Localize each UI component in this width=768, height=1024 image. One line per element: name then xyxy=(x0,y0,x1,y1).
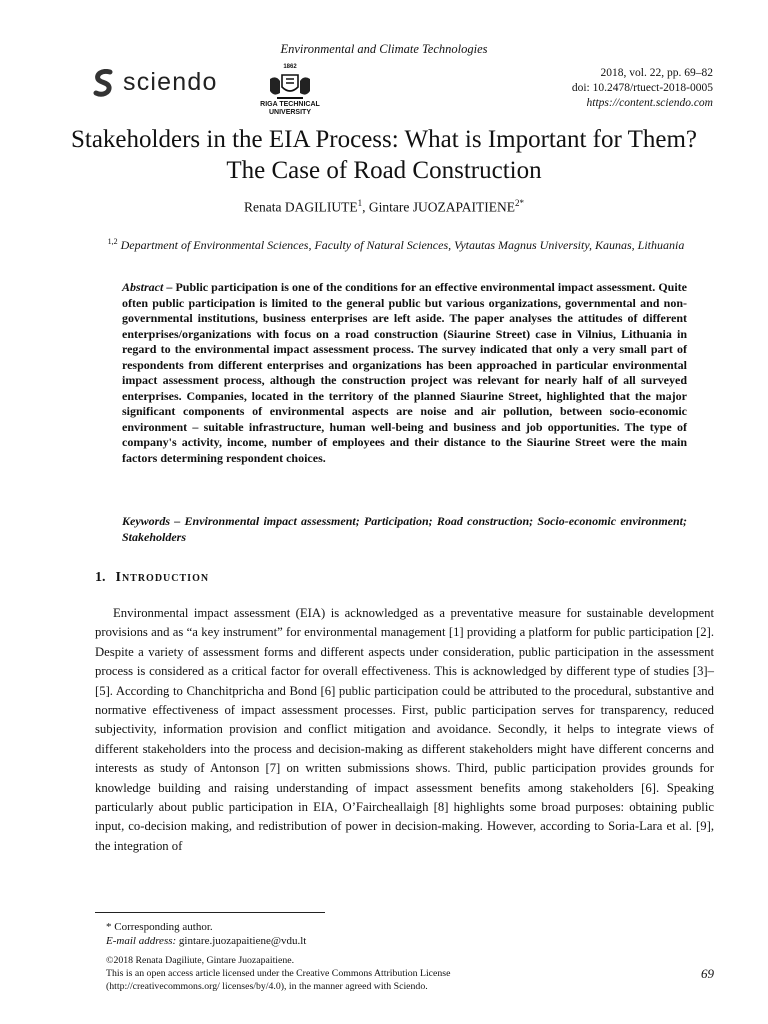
abstract-text: – Public participation is one of the conditions for an effective environmental impact assessment. Quite often public participation is limited to the general public but various organizations, governmental and non-governmental institutions, business enterprises are left aside. The paper analyses the attitudes of different enterprises/organizations with focus on a road construction (Siaurine Street) case in Vilnius, Lithuania in regard to the environmental impact assessment process. The survey indicated that only a very small part of respondents from different enterprises and organizations has been approached in particular environmental impact assessment process, although the construction project was relevant for nearly half of all surveyed enterprises. Companies, located in the territory of the planned Siaurine Street, highlighted that the major significant components of environmental aspects are noise and air pollution, between socio-economic environment – suitable infrastructure, human well-being and business and job opportunities. The type of company's activity, income, number of employees and their distance to the Siaurine Street were the main factors determining respondent choices. xyxy=(122,280,687,465)
license-notice xyxy=(106,955,646,993)
section-heading xyxy=(95,570,209,586)
sciendo-logo-icon xyxy=(92,69,116,97)
email-label: E-mail address: xyxy=(106,935,177,947)
sciendo-logo xyxy=(92,68,218,97)
license-url-line: (http://creativecommons.org/ licenses/by/4.0), in the manner agreed with Sciendo. xyxy=(106,980,428,992)
journal-title: Environmental and Climate Technologies xyxy=(280,42,488,56)
keywords: Keywords – Environmental impact assessment; Participation; Road construction; Socio-economic environment; Stakeholders xyxy=(122,514,687,544)
crest-icon xyxy=(267,71,313,101)
corresponding-author: * Corresponding author. xyxy=(106,921,213,933)
body-text xyxy=(95,604,714,856)
email-address[interactable]: gintare.juozapaitiene@vdu.lt xyxy=(176,935,307,947)
paper-title: Stakeholders in the EIA Process: What is Important for Them? The Case of Road Construction xyxy=(70,126,698,184)
university-year: 1862 xyxy=(283,64,297,70)
abstract-label: Abstract xyxy=(122,280,164,294)
journal-url[interactable]: https://content.sciendo.com xyxy=(586,97,713,109)
university-name: RIGA TECHNICAL UNIVERSITY xyxy=(260,101,320,116)
volume-pages: 2018, vol. 22, pp. 69–82 xyxy=(600,67,713,79)
author-1-sup: 1 xyxy=(357,198,363,208)
author-2: Gintare JUOZAPAITIENE xyxy=(368,199,515,215)
affiliation-sup: 1,2 xyxy=(107,237,118,246)
brand-name: sciendo xyxy=(123,68,218,96)
university-logo xyxy=(252,64,328,117)
author-separator: , xyxy=(362,199,369,215)
authors xyxy=(0,198,768,216)
paragraph: Environmental impact assessment (EIA) is acknowledged as a preventative measure for sustainable development provisions and as “a key instrument” for environmental management [1] providing a platform for public participation [2]. Despite a variety of assessment forms and different aspects under consideration, public participation in the assessment process is considered as a critical factor for overall effectiveness. This is acknowledged by different type of studies [3]–[5]. According to Chanchitpricha and Bond [6] public participation could be attributed to the procedural, substantive and normative effectiveness of impact assessment processes. First, public participation serves for transparency, reduced subjectivity, information provision and conflict mitigation and avoidance. Secondly, it helps to integrate views of different stakeholders into the process and decision-making as different stakeholders might have different concerns and interests as study of Antonson [7] on written submissions shows. Third, public participation provides grounds for knowledge building and raising understanding of impact assessment benefits among stakeholders [6]. Speaking particularly about public participation in EIA, O’Faircheallaigh [8] highlights some broad purposes: obtaining public input, co-decision making, and redistribution of power in decision-making. However, according to Soria-Lara et al. [9], the integration of xyxy=(95,606,714,853)
copyright-line: ©2018 Renata Dagiliute, Gintare Juozapaitiene. xyxy=(106,955,295,966)
affiliation xyxy=(96,234,696,253)
section-number: 1. xyxy=(95,570,106,585)
page-number: 69 xyxy=(701,966,714,981)
citation-info xyxy=(572,66,713,111)
license-line: This is an open access article licensed under the Creative Commons Attribution License xyxy=(106,967,451,979)
author-2-sup: 2* xyxy=(514,198,524,208)
footnote xyxy=(106,920,306,948)
doi: doi: 10.2478/rtuect-2018-0005 xyxy=(571,82,713,94)
author-1: Renata DAGILIUTE xyxy=(244,199,358,215)
section-title: Introduction xyxy=(115,570,210,585)
affiliation-text: Department of Environmental Sciences, Faculty of Natural Sciences, Vytautas Magnus University, Kaunas, Lithuania xyxy=(120,238,685,252)
abstract xyxy=(122,280,687,466)
footnote-divider xyxy=(95,912,325,913)
